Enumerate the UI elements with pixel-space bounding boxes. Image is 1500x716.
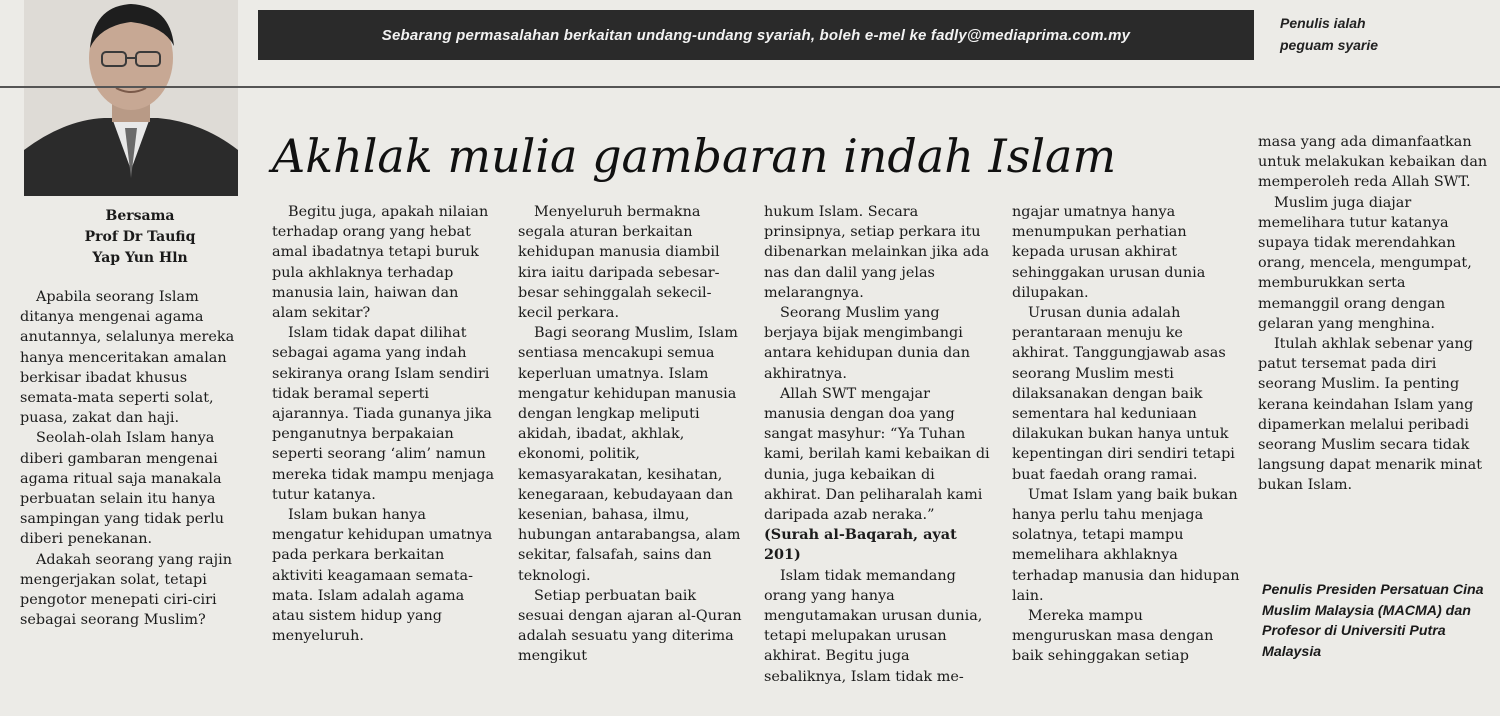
paragraph [764, 384, 990, 566]
paragraph: hukum Islam. Secara prinsipnya, setiap perkara itu dibenarkan melainkan jika ada nas dan dalil yang jelas melarangnya. [764, 204, 990, 301]
paragraph: Umat Islam yang baik bukan hanya perlu tahu menjaga solatnya, tetapi mampu memelihara akhlaknya terhadap manusia dan hidupan lain. [1012, 486, 1240, 604]
paragraph: Adakah seorang yang rajin mengerjakan solat, tetapi pengotor menepati ciri-ciri sebagai seorang Muslim? [20, 551, 232, 629]
article-column-1 [20, 287, 238, 630]
byline-line3: Yap Yun Hln [92, 250, 188, 266]
paragraph: Setiap perbuatan baik sesuai dengan ajaran al-Quran adalah sesuatu yang diterima mengikut [518, 587, 742, 665]
paragraph: Islam bukan hanya mengatur kehidupan umatnya pada perkara berkaitan aktiviti keagamaan semata-mata. Islam adalah agama atau sistem hidup yang menyeluruh. [272, 507, 493, 645]
paragraph: Mereka mampu menguruskan masa dengan baik sehinggakan setiap [1012, 608, 1214, 665]
author-portrait-icon [24, 0, 238, 196]
top-rule [0, 86, 1500, 88]
article-headline: Akhlak mulia gambaran indah Islam [272, 129, 1117, 183]
paragraph: Islam tidak dapat dilihat sebagai agama yang indah sekiranya orang Islam sendiri tidak beramal seperti ajarannya. Tiada gunanya jika penganutnya berpakaian seperti seorang ‘alim’ namun mereka tidak mampu menjaga tutur katanya. [272, 325, 495, 503]
paragraph: Menyeluruh bermakna segala aturan berkaitan kehidupan manusia diambil kira iaitu daripada sebesar-besar sehinggalah sekecil-kecil perkara. [518, 204, 720, 322]
author-photo [24, 0, 238, 196]
byline-line1: Bersama [105, 208, 175, 224]
author-endnote: Penulis Presiden Persatuan Cina Muslim Malaysia (MACMA) dan Profesor di Universiti Putra Malaysia [1262, 582, 1484, 660]
article-column-6 [1258, 132, 1490, 496]
article-column-4 [764, 202, 990, 687]
contact-banner [258, 10, 1254, 60]
article-column-5 [1012, 202, 1240, 667]
writer-note [1280, 12, 1460, 56]
article-column-3 [518, 202, 744, 667]
byline [60, 206, 220, 269]
paragraph: Apabila seorang Islam ditanya mengenai agama anutannya, selalunya mereka hanya menceritakan amalan berkisar ibadat khusus semata-mata seperti solat, puasa, zakat dan haji. [20, 289, 235, 427]
paragraph: Seorang Muslim yang berjaya bijak mengimbangi antara kehidupan dunia dan akhiratnya. [764, 305, 971, 382]
paragraph: Muslim juga diajar memelihara tutur katanya supaya tidak merendahkan orang, mencela, mengumpat, memburukkan serta memanggil orang dengan gelaran yang menghina. [1258, 194, 1472, 332]
paragraph: Begitu juga, apakah nilaian terhadap orang yang hebat amal ibadatnya tetapi buruk pula akhlaknya terhadap manusia lain, haiwan dan alam sekitar? [272, 204, 489, 322]
paragraph: Seolah-olah Islam hanya diberi gambaran mengenai agama ritual saja manakala perbuatan selain itu hanya sampingan yang tidak perlu diberi penekanan. [20, 430, 225, 548]
paragraph: Bagi seorang Muslim, Islam sentiasa mencakupi semua keperluan umatnya. Islam mengatur kehidupan manusia dengan lengkap meliputi akidah, ibadat, akhlak, ekonomi, politik, kemasyarakatan, kesihatan, kenegaraan, kebudayaan dan kesenian, bahasa, ilmu, hubungan antarabangsa, alam sekitar, falsafah, sains dan teknologi. [518, 325, 741, 584]
paragraph: masa yang ada dimanfaatkan untuk melakukan kebaikan dan memperoleh reda Allah SWT. [1258, 134, 1488, 191]
paragraph: ngajar umatnya hanya menumpukan perhatian kepada urusan akhirat sehinggakan urusan dunia dilupakan. [1012, 204, 1206, 301]
paragraph: Urusan dunia adalah perantaraan menuju ke akhirat. Tanggungjawab asas seorang Muslim mesti dilaksanakan dengan baik sementara hal keduniaan dilakukan bukan hanya untuk kepentingan diri sendiri tetapi buat faedah orang ramai. [1012, 305, 1235, 483]
writer-note-line1: Penulis ialah [1280, 15, 1366, 31]
paragraph: Islam tidak memandang orang yang hanya mengutamakan urusan dunia, tetapi melupakan urusan akhirat. Begitu juga sebaliknya, Islam tidak me- [764, 567, 983, 685]
quote-reference: (Surah al-Baqarah, ayat 201) [764, 526, 957, 564]
article-column-2 [272, 202, 498, 646]
byline-line2: Prof Dr Taufiq [84, 229, 196, 245]
writer-note-line2: peguam syarie [1280, 37, 1379, 53]
quote-text: Allah SWT mengajar manusia dengan doa yang sangat masyhur: “Ya Tuhan kami, berilah kami kebaikan di dunia, juga kebaikan di akhirat. Dan peliharalah kami daripada azab neraka.” [764, 385, 990, 524]
paragraph: Itulah akhlak sebenar yang patut tersemat pada diri seorang Muslim. Ia penting kerana keindahan Islam yang dipamerkan melalui peribadi seorang Muslim secara tidak langsung dapat menarik minat bukan Islam. [1258, 336, 1482, 494]
banner-text: Sebarang permasalahan berkaitan undang-undang syariah, boleh e-mel ke fadly@mediaprima.com.my [381, 26, 1131, 44]
